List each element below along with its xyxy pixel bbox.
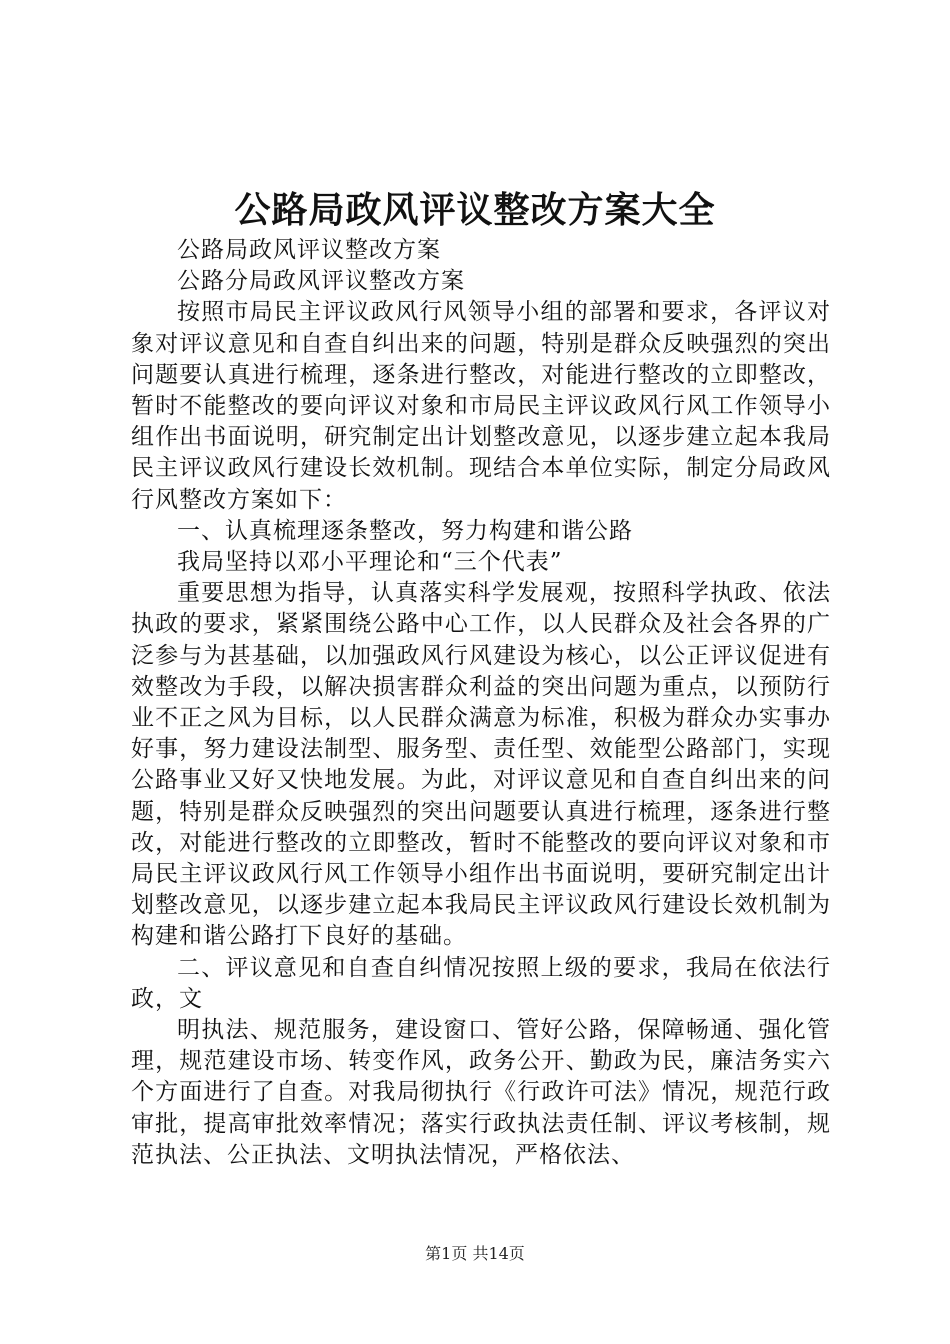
document-title: 公路局政风评议整改方案大全 xyxy=(234,189,716,231)
document-body xyxy=(131,235,831,1171)
section-heading: 二、评议意见和自查自纠情况按照上级的要求，我局在依法行政，文 xyxy=(131,954,831,1012)
paragraph: 公路分局政风评议整改方案 xyxy=(177,268,465,295)
section-heading: 一、认真梳理逐条整改，努力构建和谐公路 xyxy=(177,517,633,544)
paragraph: 明执法、规范服务，建设窗口、管好公路，保障畅通、强化管理，规范建设市场、转变作风，政务公开、勤政为民，廉洁务实六个方面进行了自查。对我局彻执行《行政许可法》情况，规范行政审批，提高审批效率情况；落实行政执法责任制、评议考核制，规范执法、公正执法、文明执法情况，严格依法、 xyxy=(131,1017,831,1168)
paragraph: 公路局政风评议整改方案 xyxy=(177,237,441,263)
paragraph: 重要思想为指导，认真落实科学发展观，按照科学执政、依法执政的要求，紧紧围绕公路中心工作，以人民群众及社会各界的广泛参与为甚基础，以加强政风行风建设为核心，以公正评议促进有效整改为手段，以解决损害群众利益的突出问题为重点，以预防行业不正之风为目标，以人民群众满意为标准，积极为群众办实事办好事，努力建设法制型、服务型、责任型、效能型公路部门，实现公路事业又好又快地发展。为此，对评议意见和自查自纠出来的问题，特别是群众反映强烈的突出问题要认真进行梳理，逐条进行整改，对能进行整改的立即整改，暂时不能整改的要向评议对象和市局民主评议政风行风工作领导小组作出书面说明，要研究制定出计划整改意见，以逐步建立起本我局民主评议政风行建设长效机制为构建和谐公路打下良好的基础。 xyxy=(131,580,831,950)
paragraph: 我局坚持以邓小平理论和“三个代表” xyxy=(177,549,563,576)
page-footer: 第1页 共14页 xyxy=(425,1244,525,1263)
paragraph: 按照市局民主评议政风行风领导小组的部署和要求，各评议对象对评议意见和自查自纠出来的问题，特别是群众反映强烈的突出问题要认真进行梳理，逐条进行整改，对能进行整改的立即整改，暂时不能整改的要向评议对象和市局民主评议政风行风工作领导小组作出书面说明，研究制定出计划整改意见，以逐步建立起本我局民主评议政风行建设长效机制。现结合本单位实际，制定分局政风行风整改方案如下： xyxy=(131,299,831,513)
